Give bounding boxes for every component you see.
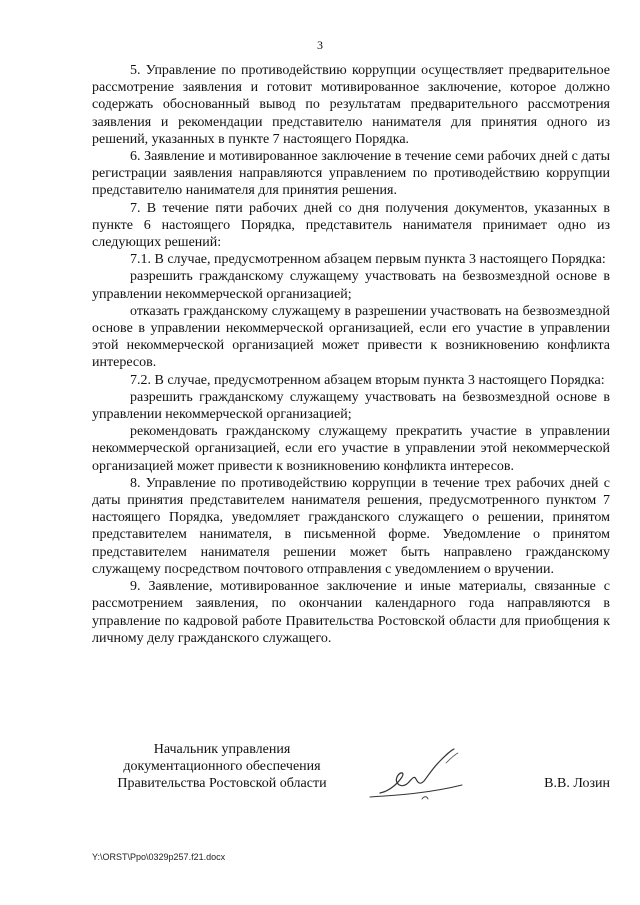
paragraph-7-1-option-allow: разрешить гражданскому служащему участвовать на безвозмездной основе в управлении некоммерческой организацией; — [92, 269, 610, 302]
signatory-name: В.В. Лозин — [544, 776, 610, 791]
paragraph-7-1: 7.1. В случае, предусмотренном абзацем первым пункта 3 настоящего Порядка: — [130, 252, 606, 268]
file-path-footer: Y:\ORST\Ppo\0329p257.f21.docx — [92, 852, 226, 862]
paragraph-5: 5. Управление по противодействию коррупции осуществляет предварительное рассмотрение заявления и готовит мотивированное заключение, которое должно содержать обоснованный вывод по результатам предварительного рассмотрения заявления и рекомендации представителю нанимателя для принятия одного из решений, указанных в пункте 7 настоящего Порядка. — [92, 63, 610, 147]
paragraph-7-2-option-allow: разрешить гражданскому служащему участвовать на безвозмездной основе в управлении некоммерческой организацией; — [92, 389, 610, 423]
page-number: 3 — [317, 38, 323, 52]
document-body — [92, 62, 610, 647]
paragraph-7-2: 7.2. В случае, предусмотренном абзацем вторым пункта 3 настоящего Порядка: — [130, 372, 605, 388]
paragraph-9: 9. Заявление, мотивированное заключение и иные материалы, связанные с рассмотрением заявления, по окончании календарного года направляются в управление по кадровой работе Правительства Ростовской области для приобщения к личному делу гражданского служащего. — [92, 579, 610, 646]
paragraph-8: 8. Управление по противодействию коррупции в течение трех рабочих дней с даты принятия представителем нанимателя решения, предусмотренного пунктом 7 настоящего Порядка, уведомляет гражданского служащего о решении, принятом представителем нанимателя, в письменной форме. Уведомление о принятом представителем нанимателя решении может быть направлено гражданскому служащему посредством почтового отправления с уведомлением о вручении. — [92, 475, 610, 577]
handwritten-signature — [350, 741, 490, 811]
signatory-title-line: документационного обеспечения — [123, 759, 321, 775]
paragraph-6: 6. Заявление и мотивированное заключение в течение семи рабочих дней с даты регистрации заявления направляются управлением по противодействию коррупции представителю нанимателя для принятия решения. — [92, 149, 610, 199]
paragraph-7-1-option-refuse: отказать гражданскому служащему в разрешении участвовать на безвозмездной основе в управлении некоммерческой организацией, если его участие в управлении этой некоммерческой организацией может привести к возникновению конфликта интересов. — [92, 303, 610, 371]
signatory-title — [92, 741, 352, 793]
paragraph-7-2-option-recommend: рекомендовать гражданскому служащему прекратить участие в управлении некоммерческой организацией, если его участие в управлении этой некоммерческой организацией может привести к возникновению конфликта интересов. — [92, 424, 610, 474]
signatory-title-line: Начальник управления — [153, 742, 291, 757]
paragraph-7: 7. В течение пяти рабочих дней со дня получения документов, указанных в пункте 6 настоящего Порядка, представитель нанимателя принимает одно из следующих решений: — [92, 200, 610, 251]
signatory-title-line: Правительства Ростовской области — [117, 776, 327, 792]
